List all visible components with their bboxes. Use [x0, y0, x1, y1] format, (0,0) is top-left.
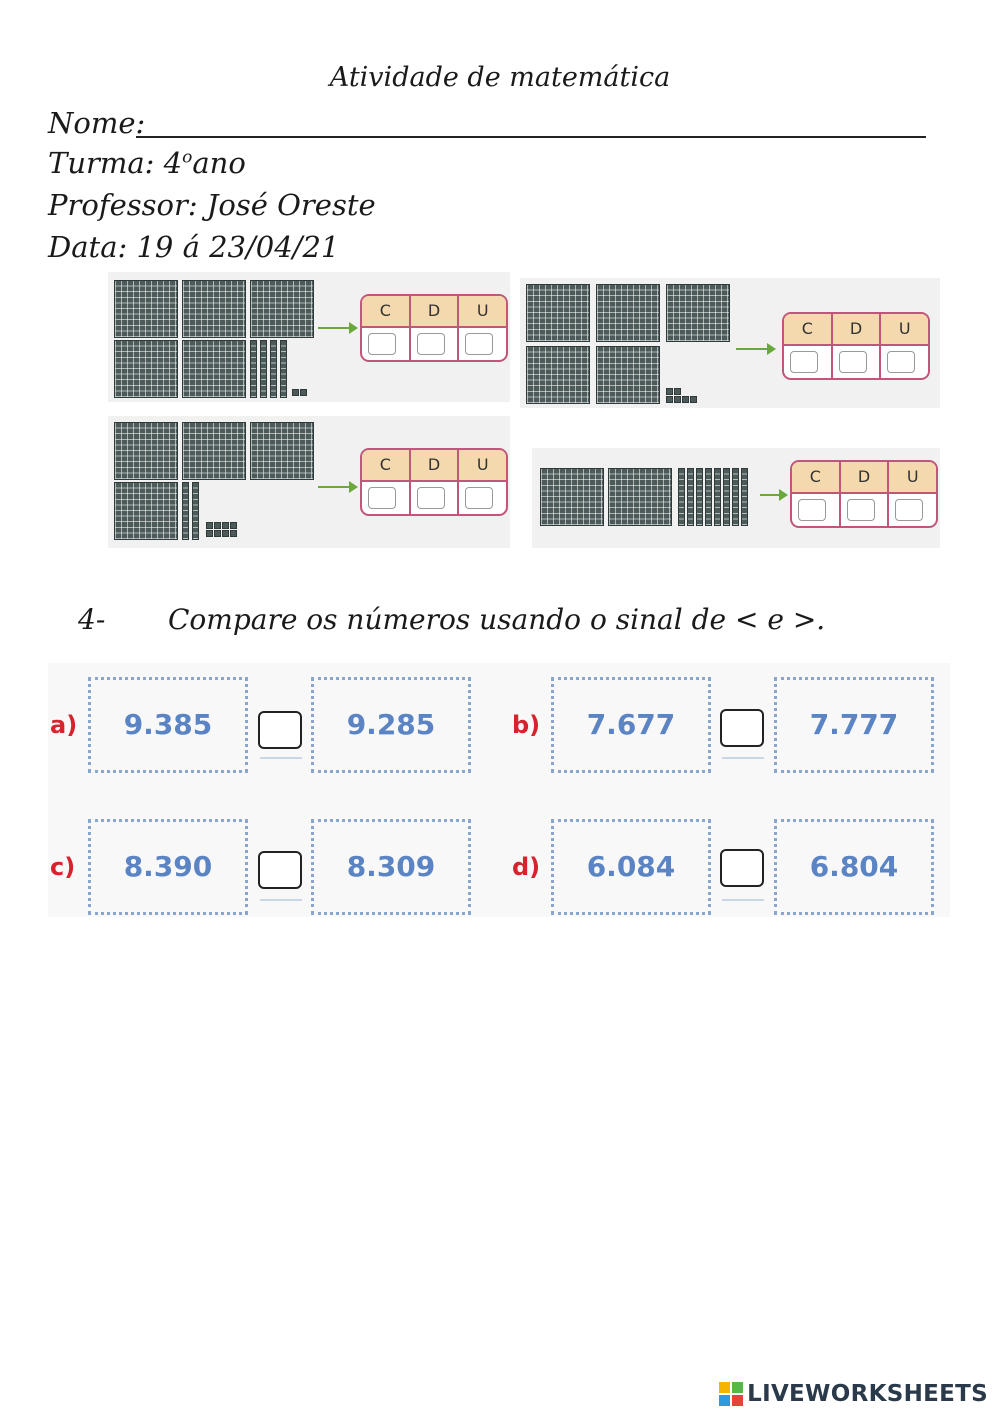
hundred-block	[250, 422, 314, 480]
unit-cube	[682, 396, 689, 403]
unit-cube	[206, 530, 213, 537]
arrow-icon	[318, 327, 356, 329]
underline	[722, 899, 764, 901]
hundred-block	[526, 284, 590, 342]
logo-square	[719, 1395, 730, 1406]
unit-cube	[690, 396, 697, 403]
underline	[722, 757, 764, 759]
logo-square	[719, 1382, 730, 1393]
ten-rod	[182, 482, 189, 540]
unit-cube	[300, 389, 307, 396]
question-4	[78, 603, 825, 636]
col-c: C	[792, 462, 841, 492]
hundred-block	[250, 280, 314, 338]
col-d: D	[411, 296, 460, 326]
hundred-block	[526, 346, 590, 404]
unit-cube	[230, 530, 237, 537]
ten-rod	[192, 482, 199, 540]
place-value-panel-3	[108, 416, 510, 548]
footer-brand-text: LIVEWORKSHEETS	[747, 1381, 988, 1407]
turma-suffix: ano	[192, 146, 246, 180]
number-box: 6.084	[551, 819, 711, 915]
answer-centenas[interactable]	[798, 499, 826, 521]
hundred-block	[114, 280, 178, 338]
footer-brand	[719, 1381, 988, 1407]
col-u: U	[906, 467, 919, 486]
unit-cube	[206, 522, 213, 529]
liveworksheets-logo-icon	[719, 1382, 743, 1406]
number-box: 9.285	[311, 677, 471, 773]
col-u: U	[476, 301, 489, 320]
ten-rod	[280, 340, 287, 398]
worksheet-title: Atividade de matemática	[329, 62, 671, 93]
unit-cube	[292, 389, 299, 396]
number-box: 8.390	[88, 819, 248, 915]
unit-cube	[674, 396, 681, 403]
number-box: 9.385	[88, 677, 248, 773]
question-number: 4-	[78, 603, 106, 636]
answer-unidades[interactable]	[887, 351, 915, 373]
hundred-block	[666, 284, 730, 342]
number-box: 7.777	[774, 677, 934, 773]
ten-rod	[270, 340, 277, 398]
hundred-block	[608, 468, 672, 526]
unit-cube	[230, 522, 237, 529]
answer-centenas[interactable]	[790, 351, 818, 373]
question-text: Compare os números usando o sinal de < e >.	[168, 603, 826, 636]
turma-ordinal: o	[182, 147, 193, 168]
compare-area	[48, 663, 950, 917]
sign-input-c[interactable]	[258, 851, 302, 889]
col-c: C	[362, 450, 411, 480]
place-value-panel-4	[532, 448, 940, 548]
sign-input-b[interactable]	[720, 709, 764, 747]
col-u: U	[476, 455, 489, 474]
ten-rod	[723, 468, 730, 526]
logo-square	[732, 1382, 743, 1393]
col-u: U	[898, 319, 911, 338]
answer-unidades[interactable]	[895, 499, 923, 521]
cdu-table	[790, 460, 938, 528]
turma-label: Turma: 4	[48, 146, 183, 180]
ten-rod	[705, 468, 712, 526]
hundred-block	[596, 284, 660, 342]
answer-centenas[interactable]	[368, 333, 396, 355]
nome-label: Nome:	[48, 106, 146, 140]
answer-unidades[interactable]	[465, 487, 493, 509]
answer-dezenas[interactable]	[417, 333, 445, 355]
turma-line	[48, 146, 246, 180]
unit-cube	[214, 530, 221, 537]
arrow-icon	[760, 494, 786, 496]
answer-unidades[interactable]	[465, 333, 493, 355]
hundred-block	[182, 422, 246, 480]
ten-rod	[696, 468, 703, 526]
date-line: Data: 19 á 23/04/21	[48, 230, 340, 264]
hundred-block	[596, 346, 660, 404]
ten-rod	[714, 468, 721, 526]
professor-line: Professor: José Oreste	[48, 188, 376, 222]
hundred-block	[114, 340, 178, 398]
place-value-panel-1	[108, 272, 510, 402]
ten-rod	[732, 468, 739, 526]
number-box: 6.804	[774, 819, 934, 915]
nome-underline	[136, 136, 926, 138]
item-label-b: b)	[512, 711, 541, 739]
hundred-block	[114, 422, 178, 480]
number-box: 8.309	[311, 819, 471, 915]
unit-cube	[222, 530, 229, 537]
col-c: C	[784, 314, 833, 344]
item-label-d: d)	[512, 853, 541, 881]
ten-rod	[260, 340, 267, 398]
hundred-block	[540, 468, 604, 526]
ten-rod	[741, 468, 748, 526]
unit-cube	[666, 388, 673, 395]
ten-rod	[687, 468, 694, 526]
sign-input-d[interactable]	[720, 849, 764, 887]
col-c: C	[362, 296, 411, 326]
unit-cube	[674, 388, 681, 395]
unit-cube	[214, 522, 221, 529]
underline	[260, 899, 302, 901]
arrow-icon	[318, 486, 356, 488]
col-d: D	[841, 462, 890, 492]
hundred-block	[182, 280, 246, 338]
arrow-icon	[736, 348, 774, 350]
hundred-block	[114, 482, 178, 540]
ten-rod	[678, 468, 685, 526]
col-d: D	[833, 314, 882, 344]
answer-dezenas[interactable]	[417, 487, 445, 509]
place-value-panel-2	[520, 278, 940, 408]
item-label-c: c)	[50, 853, 76, 881]
unit-cube	[222, 522, 229, 529]
answer-centenas[interactable]	[368, 487, 396, 509]
cdu-table	[782, 312, 930, 380]
logo-square	[732, 1395, 743, 1406]
col-d: D	[411, 450, 460, 480]
item-label-a: a)	[50, 711, 78, 739]
underline	[260, 757, 302, 759]
sign-input-a[interactable]	[258, 711, 302, 749]
hundred-block	[182, 340, 246, 398]
answer-dezenas[interactable]	[847, 499, 875, 521]
answer-dezenas[interactable]	[839, 351, 867, 373]
cdu-table	[360, 294, 508, 362]
ten-rod	[250, 340, 257, 398]
unit-cube	[666, 396, 673, 403]
number-box: 7.677	[551, 677, 711, 773]
cdu-table	[360, 448, 508, 516]
